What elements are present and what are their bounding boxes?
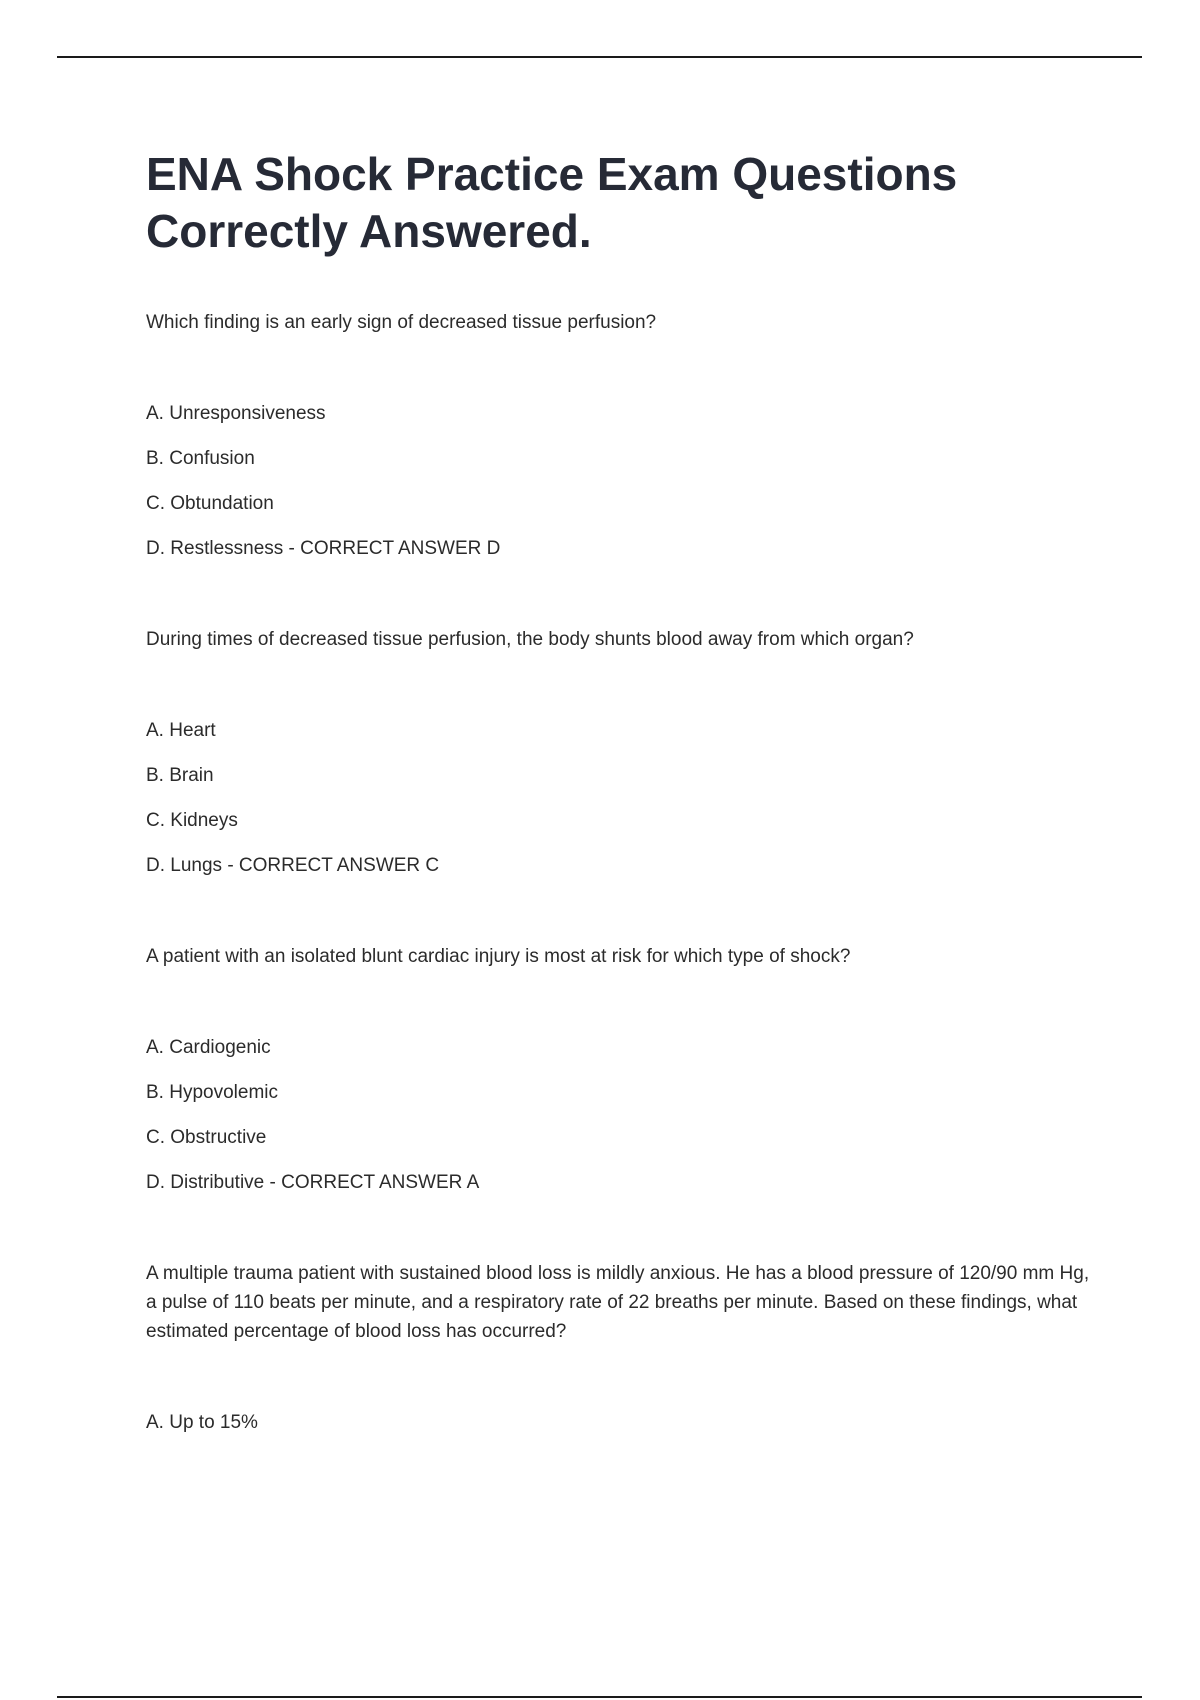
answer-option: A. Unresponsiveness xyxy=(146,403,326,424)
answer-option: B. Brain xyxy=(146,765,214,786)
document-body xyxy=(146,146,1096,1499)
answer-option-correct: D. Restlessness - CORRECT ANSWER D xyxy=(146,538,501,559)
document-title: ENA Shock Practice Exam Questions Correctly Answered. xyxy=(146,148,958,257)
question-text: During times of decreased tissue perfusion, the body shunts blood away from which organ? xyxy=(146,629,914,650)
answer-option: C. Obstructive xyxy=(146,1127,267,1148)
answer-options xyxy=(146,716,1096,880)
question-1 xyxy=(146,308,1096,563)
answer-option: A. Up to 15% xyxy=(146,1412,258,1433)
answer-option: A. Cardiogenic xyxy=(146,1037,271,1058)
footer-rule xyxy=(57,1696,1142,1698)
answer-option: B. Hypovolemic xyxy=(146,1082,278,1103)
answer-option: A. Heart xyxy=(146,720,216,741)
answer-option-correct: D. Distributive - CORRECT ANSWER A xyxy=(146,1172,480,1193)
question-3 xyxy=(146,942,1096,1197)
answer-option: C. Obtundation xyxy=(146,493,274,514)
answer-option: B. Confusion xyxy=(146,448,255,469)
question-text: A multiple trauma patient with sustained blood loss is mildly anxious. He has a blood pressure of 120/90 mm Hg, a pulse of 110 beats per minute, and a respiratory rate of 22 breaths per minute. Based on these findings, what estimated percentage of blood loss has occurred? xyxy=(146,1263,1090,1342)
header-rule xyxy=(57,56,1142,58)
answer-option: C. Kidneys xyxy=(146,810,238,831)
question-2 xyxy=(146,625,1096,880)
question-text: Which finding is an early sign of decreased tissue perfusion? xyxy=(146,312,657,333)
answer-options xyxy=(146,1408,1096,1437)
answer-options xyxy=(146,399,1096,563)
answer-options xyxy=(146,1033,1096,1197)
question-text: A patient with an isolated blunt cardiac injury is most at risk for which type of shock? xyxy=(146,946,851,967)
question-4 xyxy=(146,1259,1096,1437)
answer-option-correct: D. Lungs - CORRECT ANSWER C xyxy=(146,855,440,876)
